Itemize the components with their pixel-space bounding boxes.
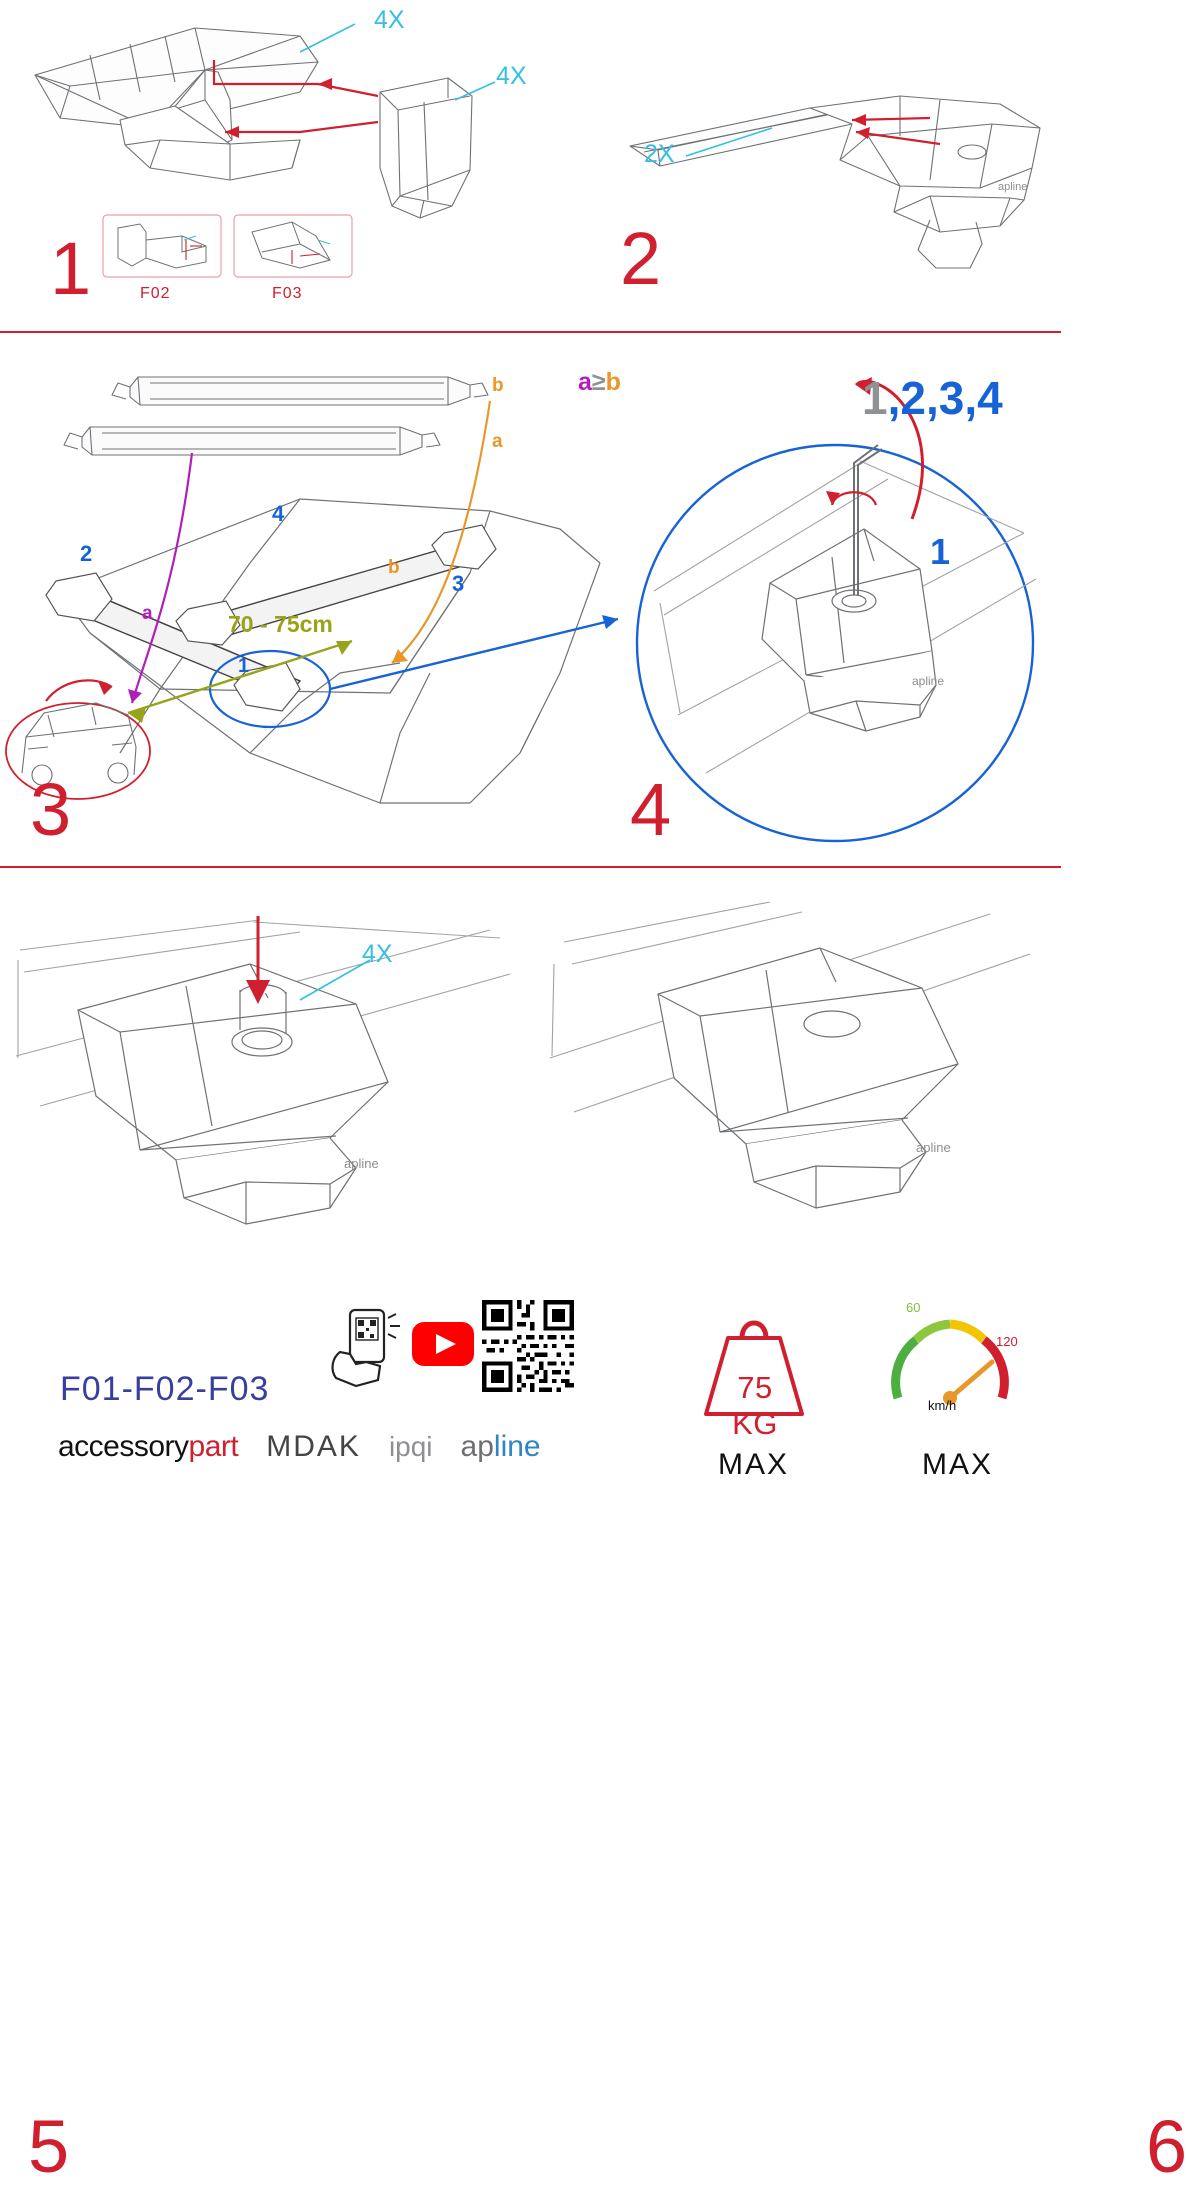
step-2-qty-label: 2X [644,140,675,168]
qr-code [482,1300,574,1392]
logo-row [58,1430,541,1464]
rule-note-cmp: ≥ [591,368,606,396]
step-3-label-a-top: a [492,431,503,452]
weight-max-label: MAX [718,1448,790,1481]
step-number-6: 6 [1146,2105,1186,2188]
arrowhead [318,78,332,90]
rack-brand-mark: apline [344,1156,379,1171]
step-3-illustration [0,333,620,866]
logo-accessorypart-part-a: accessory [58,1430,189,1463]
step-1-qty-label-1: 4X [374,6,405,34]
variant-label-f03: F03 [272,285,303,302]
logo-accessorypart-part-b: part [188,1430,239,1463]
step-3-position-4: 4 [272,501,285,526]
variant-label-f02: F02 [140,285,171,302]
step-3-panel [0,333,620,866]
rack-brand-mark: apline [916,1140,951,1155]
step-4-callout-1: 1 [930,531,951,572]
step-6-illustration [530,868,1061,1240]
qr-scan-icon [322,1306,406,1390]
logo-mdak: MDAK [266,1430,361,1463]
step-3-label-b-roof: b [388,557,400,578]
logo-ipqi: ipqi [388,1431,433,1462]
rule-note-b: b [605,368,621,396]
step-5-qty-label: 4X [362,940,393,968]
step-4-panel [620,333,1061,866]
crossbar-spacing-label: 70 - 75cm [228,611,333,637]
step-3-position-3: 3 [452,571,465,596]
logo-apline-part-a: ap [460,1430,494,1463]
step-number-5: 5 [28,2105,69,2188]
speed-tick-min: 60 [906,1300,921,1315]
speed-max-label: MAX [922,1448,994,1481]
speed-tick-max: 120 [996,1334,1018,1349]
product-code: F01-F02-F03 [60,1370,270,1408]
youtube-icon[interactable] [412,1322,474,1366]
weight-limit-value: 75 KG [732,1370,778,1441]
logo-apline-part-b: line [493,1430,541,1463]
logo-accessorypart [58,1430,238,1464]
step-number-2: 2 [620,217,661,300]
step-number-3: 3 [30,768,71,851]
speed-unit-label: km/h [928,1398,957,1413]
step-4-sequence-rest: ,2,3,4 [887,372,1003,424]
rack-brand-mark: apline [912,674,945,688]
step-2-panel [600,0,1061,331]
step-3-label-b-top: b [492,375,504,396]
step-3-position-2: 2 [80,541,93,566]
step-4-sequence [862,371,1003,425]
rule-note-a: a [578,368,592,396]
step-1-qty-label-2: 4X [496,62,527,90]
step-number-4: 4 [630,768,671,851]
rule-note [578,368,621,397]
step-3-position-1: 1 [238,655,250,677]
logo-apline [461,1430,541,1464]
step-5-illustration [0,868,530,1240]
step-3-label-a-magenta: a [142,603,153,624]
step-1-panel [0,0,600,331]
rack-brand-mark: apline [998,181,1028,193]
step-number-1: 1 [50,227,91,310]
step-4-sequence-first: 1 [862,372,888,424]
